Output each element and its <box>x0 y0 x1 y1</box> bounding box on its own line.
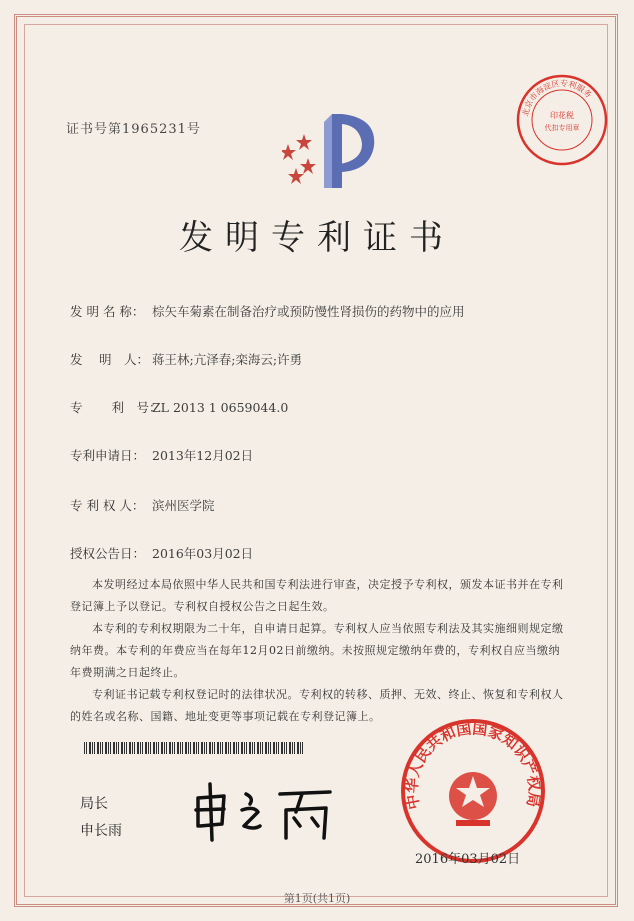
svg-text:印花税: 印花税 <box>550 111 574 120</box>
field-value: ZL 2013 1 0659044.0 <box>152 400 289 415</box>
field-label: 专利申请日： <box>70 448 146 463</box>
field-value: 滨州医学院 <box>152 498 215 513</box>
field-grant-date <box>70 544 253 562</box>
field-value: 蒋王林;亢泽春;栾海云;许勇 <box>152 352 303 367</box>
body-paragraph: 专利证书记载专利权登记时的法律状况。专利权的转移、质押、无效、终止、恢复和专利权人的姓名或名称、国籍、地址变更等事项记载在专利登记簿上。 <box>70 688 564 723</box>
field-label: 发 明 人： <box>70 352 149 367</box>
svg-text:代扣专用章: 代扣专用章 <box>544 124 580 132</box>
certificate-body <box>70 574 570 728</box>
page-number: 第1页(共1页) <box>283 892 351 905</box>
director-title: 局长 <box>80 796 108 812</box>
field-inventors <box>70 350 302 368</box>
body-paragraph: 本专利的专利权期限为二十年，自申请日起算。专利权人应当依照专利法及其实施细则规定缴纳年费。本专利的年费应当在每年12月02日前缴纳。未按照规定缴纳年费的，专利权自应当缴纳年费期满之日起终止。 <box>70 622 564 679</box>
field-value: 2016年03月02日 <box>152 546 254 561</box>
svg-text:北京市海淀区专利服务: 北京市海淀区专利服务 <box>521 78 594 118</box>
barcode <box>84 742 304 754</box>
patent-office-logo-icon <box>282 104 382 198</box>
issue-date: 2016年03月02日 <box>415 852 521 867</box>
tax-stamp <box>514 72 610 172</box>
field-patent-number <box>70 398 288 416</box>
field-patentee <box>70 496 215 514</box>
field-label: 专 利 号： <box>70 400 162 415</box>
body-paragraph: 本发明经过本局依照中华人民共和国专利法进行审查，决定授予专利权，颁发本证书并在专利登记簿上予以登记。专利权自授权公告之日起生效。 <box>70 578 564 613</box>
field-label: 专 利 权 人： <box>70 498 145 513</box>
field-value: 2013年12月02日 <box>152 448 254 463</box>
director-name: 申长雨 <box>80 823 122 839</box>
field-label: 发 明 名 称： <box>70 304 145 319</box>
seal-text: 中华人民共和国国家知识产权局 <box>402 719 544 811</box>
state-ip-office-seal <box>398 716 548 870</box>
certificate-title: 发明专利证书 <box>179 218 455 258</box>
field-invention-name <box>70 302 465 320</box>
director-signature <box>190 776 340 850</box>
field-label: 授权公告日： <box>70 546 146 561</box>
field-value: 棕矢车菊素在制备治疗或预防慢性肾损伤的药物中的应用 <box>152 304 465 319</box>
certificate-number: 证书号第1965231号 <box>66 122 201 137</box>
field-application-date <box>70 446 253 464</box>
